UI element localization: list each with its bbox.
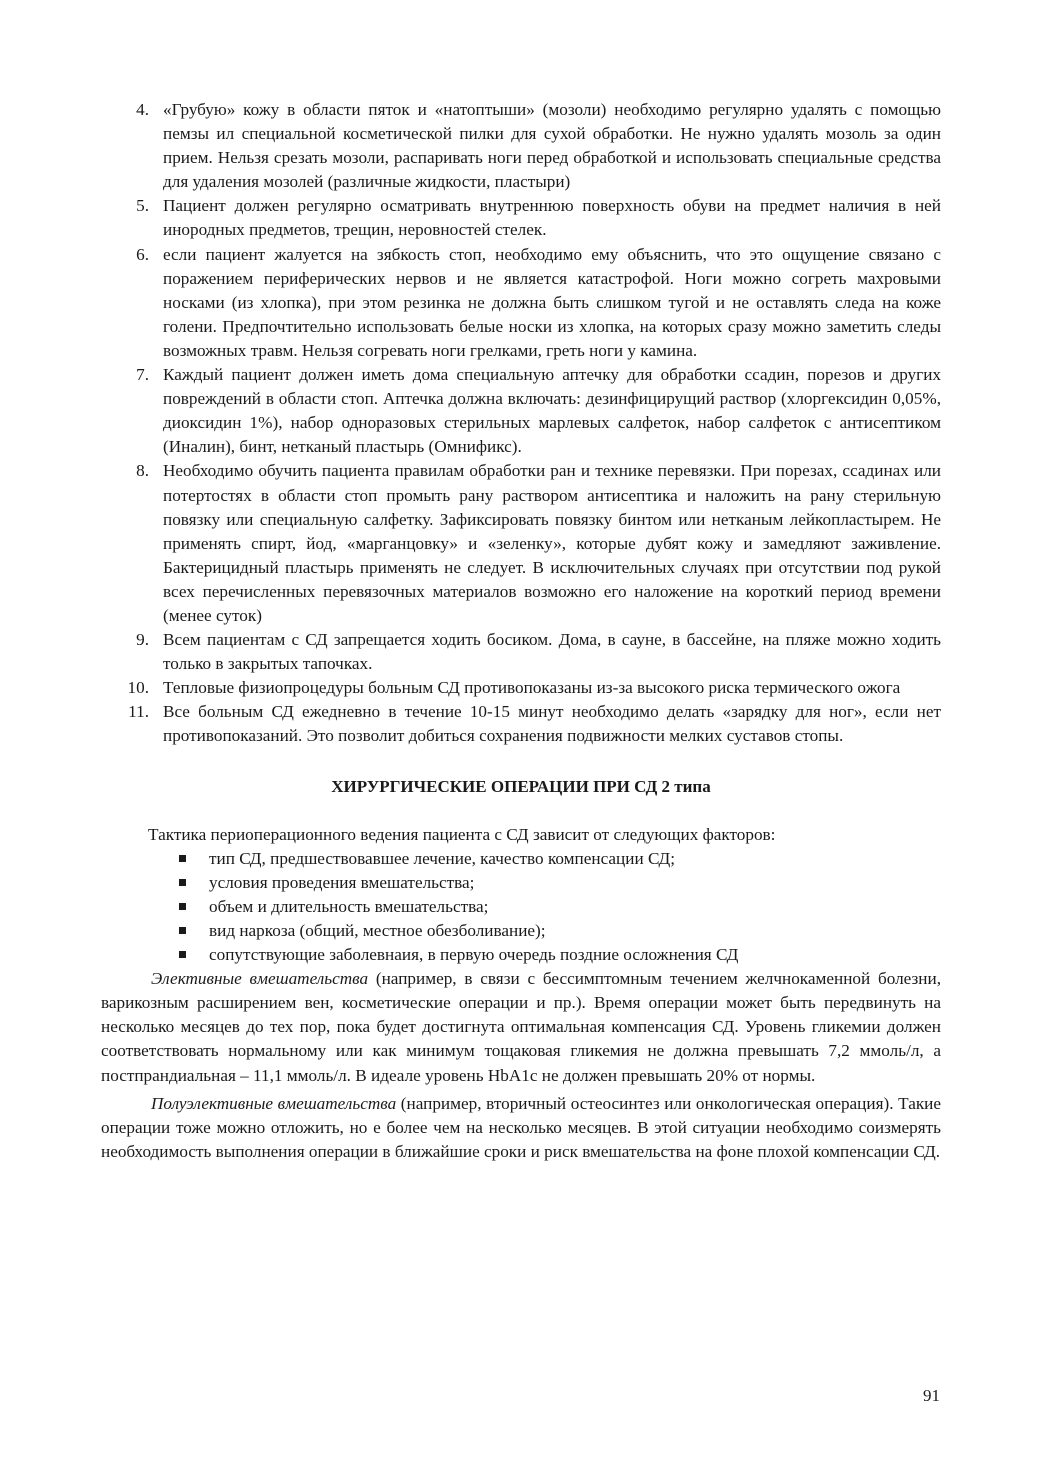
elective-paragraph (101, 967, 941, 1087)
list-item-number: 4. (136, 100, 149, 119)
bullet-item: тип СД, предшествовавшее лечение, качество компенсации СД; (101, 847, 941, 871)
semielective-term: Полуэлективные вмешательства (151, 1093, 397, 1113)
document-page (101, 98, 941, 1164)
list-item-number: 8. (136, 461, 149, 481)
list-item-number: 7. (136, 365, 149, 385)
list-item (101, 459, 941, 628)
list-item-text: Всем пациентам с СД запрещается ходить босиком. Дома, в сауне, в бассейне, на пляже можно ходить только в закрытых тапочках. (163, 630, 941, 674)
list-item-number: 5. (136, 196, 149, 216)
list-item-number: 6. (136, 244, 149, 264)
elective-term: Элективные вмешательства (151, 969, 369, 989)
list-item (101, 194, 941, 242)
list-item-text: Все больным СД ежедневно в течение 10-15 минут необходимо делать «зарядку для ног», если нет противопоказаний. Это позволит добиться сохранения подвижности мелких суставов стопы. (163, 702, 941, 746)
semielective-text: (например, вторичный остеосинтез или онкологическая операция). Такие операции тоже можно отложить, но е более чем на несколько месяцев. В этой ситуации необходимо соизмерять необходимость выполнения операции в ближайшие сроки и риск вмешательства на фоне плохой компенсации СД. (101, 1093, 942, 1161)
section-title: ХИРУРГИЧЕСКИЕ ОПЕРАЦИИ ПРИ СД 2 типа (331, 776, 711, 796)
list-item (101, 676, 941, 700)
intro-paragraph: Тактика периоперационного ведения пациента с СД зависит от следующих факторов: (148, 824, 776, 844)
list-item (101, 363, 941, 459)
bullet-item: сопутствующие заболевнаия, в первую очередь поздние осложнения СД (101, 943, 941, 967)
semielective-paragraph (101, 1092, 941, 1164)
page-number: 91 (923, 1386, 940, 1405)
recommendations-list (101, 98, 941, 749)
elective-text: (например, в связи с бессимптомным течением желчнокаменной болезни, варикозным расширением вен, косметические операции и пр.). Время операции может быть передвинуть на несколько месяцев до тех пор, пока будет достигнута оптимальная компенсация СД. Уровень гликемии должен соответствовать нормальному или как минимум тощаковая гликемия не должна превышать 7,2 ммоль/л, а постпрандиальная – 11,1 ммоль/л. В идеале уровень HbA1c не должен превышать 20% от нормы. (101, 969, 941, 1085)
list-item-text: если пациент жалуется на зябкость стоп, необходимо ему объяснить, что это ощущение связано с поражением периферических нервов и не является катастрофой. Ноги можно согреть махровыми носками (из хлопка), при этом резинка не должна быть слишком тугой и не оставлять следа на коже голени. Предпочтительно использовать белые носки из хлопка, на которых сразу можно заметить следы возможных травм. Нельзя согревать ноги грелками, греть ноги у камина. (163, 244, 941, 360)
list-item-text: Каждый пациент должен иметь дома специальную аптечку для обработки ссадин, порезов и других повреждений в области стоп. Аптечка должна включать: дезинфицирущий раствор (хлоргексидин 0,05%, диоксидин 1%), набор одноразовых стерильных марлевых салфеток, набор салфеток с антисептиком (Иналин), бинт, нетканый пластырь (Омнификс). (163, 365, 941, 457)
bullet-item: вид наркоза (общий, местное обезболивание); (101, 919, 941, 943)
list-item-text: Необходимо обучить пациента правилам обработки ран и технике перевязки. При порезах, ссадинах или потертостях в области стоп промыть рану раствором антисептика и наложить на рану стерильную повязку или специальную салфетку. Зафиксировать повязку бинтом или нетканым лейкопластырем. Не применять спирт, йод, «марганцовку» и «зеленку», которые дубят кожу и замедляют заживление. Бактерицидный пластырь применять не следует. В исключительных случаях при отсутствии под рукой всех перечисленных перевязочных материалов возможно его наложение на короткий период времени (менее суток) (163, 461, 941, 625)
list-item-number: 11. (128, 702, 149, 722)
list-item-text: Тепловые физиопроцедуры больным СД противопоказаны из-за высокого риска термического ожога (163, 678, 901, 698)
list-item-number: 10. (127, 678, 149, 698)
list-item (101, 628, 941, 676)
bullet-item: объем и длительность вмешательства; (101, 895, 941, 919)
list-item (101, 243, 941, 363)
list-item-text: «Грубую» кожу в области пяток и «натоптыши» (мозоли) необходимо регулярно удалять с помощью пемзы ил специальной косметической пилки для сухой обработки. Не нужно удалять мозоль за один прием. Нельзя срезать мозоли, распаривать ноги перед обработкой и использовать специальные средства для удаления мозолей (различные жидкости, пластыри) (163, 100, 941, 192)
list-item-text: Пациент должен регулярно осматривать внутреннюю поверхность обуви на предмет наличия в ней инородных предметов, трещин, неровностей стелек. (163, 196, 941, 240)
list-item (101, 700, 941, 748)
list-item (101, 98, 941, 194)
list-item-number: 9. (136, 630, 149, 650)
bullet-item: условия проведения вмешательства; (101, 871, 941, 895)
factors-list (101, 847, 941, 967)
